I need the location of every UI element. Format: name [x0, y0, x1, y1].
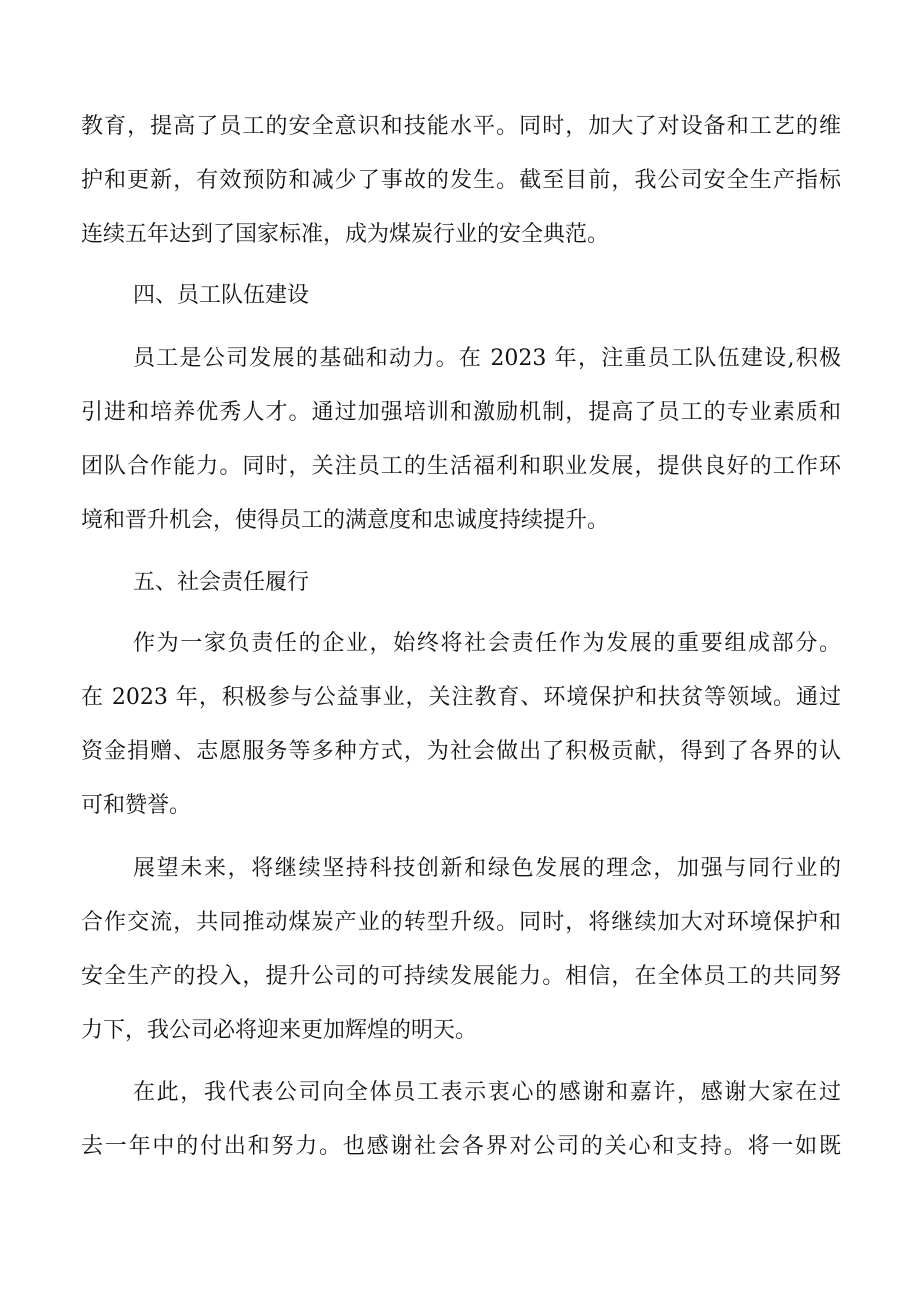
paragraph-2-line-1: 员工是公司发展的基础和动力。在 2023 年，注重员工队伍建设,积极 — [133, 346, 841, 371]
paragraph-5-line-2: 去一年中的付出和努力。也感谢社会各界对公司的关心和支持。将一如既 — [81, 1134, 841, 1159]
paragraph-3-line-1: 作为一家负责任的企业，始终将社会责任作为发展的重要组成部分。 — [133, 631, 841, 656]
section-heading-employees: 四、员工队伍建设 — [133, 283, 310, 308]
paragraph-4-line-4: 力下，我公司必将迎来更加辉煌的明天。 — [81, 1018, 478, 1043]
paragraph-2-line-3: 团队合作能力。同时，关注员工的生活福利和职业发展，提供良好的工作环 — [81, 454, 841, 479]
paragraph-2-line-2: 引进和培养优秀人才。通过加强培训和激励机制，提高了员工的专业素质和 — [81, 400, 841, 425]
paragraph-2-line-4: 境和晋升机会，使得员工的满意度和忠诚度持续提升。 — [81, 508, 610, 533]
paragraph-1-line-3: 连续五年达到了国家标准，成为煤炭行业的安全典范。 — [81, 222, 610, 247]
paragraph-3-line-4: 可和赞誉。 — [81, 793, 192, 818]
paragraph-3-line-2: 在 2023 年，积极参与公益事业，关注教育、环境保护和扶贫等领域。通过 — [81, 685, 841, 710]
paragraph-5-line-1: 在此，我代表公司向全体员工表示衷心的感谢和嘉许，感谢大家在过 — [133, 1080, 841, 1105]
paragraph-4-line-1: 展望未来，将继续坚持科技创新和绿色发展的理念，加强与同行业的 — [133, 856, 841, 881]
paragraph-4-line-3: 安全生产的投入，提升公司的可持续发展能力。相信，在全体员工的共同努 — [81, 964, 841, 989]
paragraph-3-line-3: 资金捐赠、志愿服务等多种方式，为社会做出了积极贡献，得到了各界的认 — [81, 739, 841, 764]
paragraph-1-line-2: 护和更新，有效预防和减少了事故的发生。截至目前，我公司安全生产指标 — [81, 168, 841, 193]
paragraph-4-line-2: 合作交流，共同推动煤炭产业的转型升级。同时，将继续加大对环境保护和 — [81, 910, 841, 935]
paragraph-1-line-1: 教育，提高了员工的安全意识和技能水平。同时，加大了对设备和工艺的维 — [81, 114, 841, 139]
section-heading-social-responsibility: 五、社会责任履行 — [133, 570, 310, 595]
